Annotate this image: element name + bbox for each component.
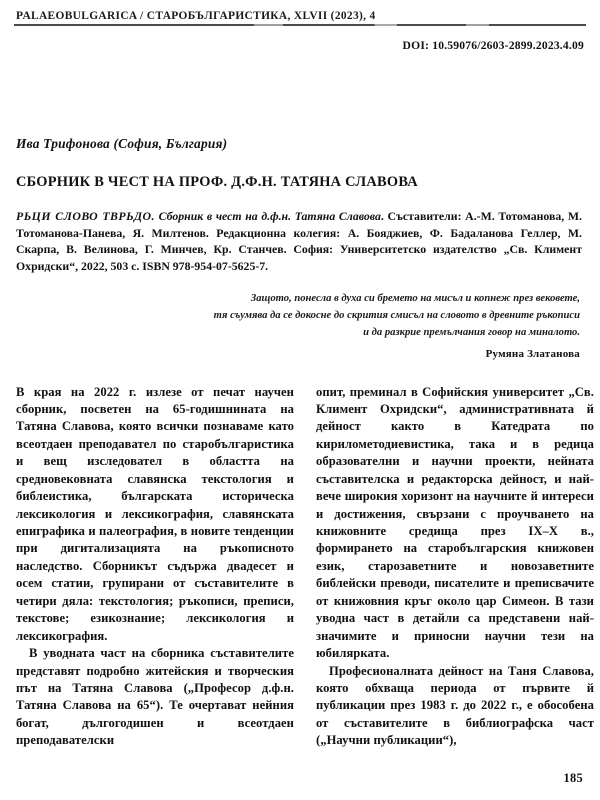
epigraph-source: Румяна Златанова [485, 347, 580, 360]
book-citation [14, 208, 586, 274]
body-column-right [316, 384, 594, 750]
paragraph: В уводната част на сборника съставителите представят подробно житейския и творческия път на Татяна Славова („Професор д.ф.н. Татяна Славова на 65“). Те очертават нейния богат, дългогодишен и всеотдаен преподавателски [16, 646, 294, 748]
epigraph [14, 290, 586, 341]
paragraph: В края на 2022 г. излезе от печат научен сборник, посветен на 65-годишнината на Татяна Славова, която всички познаваме като всеотдаен преподавател по старобългаристика и вещ изследовател в областта на средновековната славянска текстология и библеистика, българската историческа лексикология и лексикография, славянската епиграфика и палеография, в новите тенденции при дигитализацията на ръкописното наследство. Сборникът съдържа двадесет и осем статии, групирани от съставителите в четири дяла: текстология; ръкописи, преписи, текстове; езикознание; лексикология и лексикография. [16, 384, 294, 643]
article-author: Ива Трифонова (София, България) [16, 136, 228, 151]
epigraph-line-2: тя съумява да се докосне до скрития смисъл на словото в древните ръкописи [213, 310, 580, 322]
epigraph-line-3: и да разкрие премълчания говор на миналото. [363, 327, 580, 339]
doi-line: DOI: 10.59076/2603-2899.2023.4.09 [402, 39, 584, 52]
paragraph: опит, преминал в Софийския университет „Св. Климент Охридски“, административната й дейност както в Катедрата по кирилометодиевистика, така и в редица образователни и научни проекти, нейната съставителска и редакторска дейност, и най-вече широкия хоризонт на научните й интереси и достижения, свързани с проучването на книжовните средища през IX–X в., формирането на старобългарския книжовен език, старозаветните и новозаветните библейски преводи, писателите и преписвачите от книжовния кръг около цар Симеон. В тази уводна част в детайли са представени най-значимите и приносни научни тези на юбилярката. [316, 384, 594, 661]
running-head: PALAEOBULGARICA / СТАРОБЪЛГАРИСТИКА, XLVII (2023), 4 [16, 10, 376, 22]
body-columns [14, 384, 594, 750]
citation-book-title: РЬЦИ СЛОВО ТВРЬДО. [16, 209, 155, 223]
body-column-left [16, 384, 294, 750]
page-number: 185 [563, 771, 583, 785]
citation-details: . Съставители: А.-М. Тотоманова, М. Тотоманова-Панева, Я. Милтенов. Редакционна колегия: А. Бояджиев, Ф. Бадаланова Геллер, М. Скарпа, В. Велинова, Г. Минчев, Кр. Станчев. София: Университетско издателство „Св. Климент Охридски“, 2022, 503 с. ISBN 978-954-07-5625-7. [16, 209, 582, 273]
article-title: СБОРНИК В ЧЕСТ НА ПРОФ. Д.Ф.Н. ТАТЯНА СЛАВОВА [16, 174, 418, 190]
header-rule [14, 24, 586, 26]
paragraph: Професионалната дейност на Таня Славова, която обхваща периода от първите й публикации през 1983 г. до 2022 г., е обособена от съставителите в библиографска част („Научни публикации“), [316, 663, 594, 748]
epigraph-line-1: Защото, понесла в духа си бремето на мисъл и копнеж през вековете, [250, 293, 580, 305]
citation-subtitle: Сборник в чест на д.ф.н. Татяна Славова [154, 209, 381, 223]
